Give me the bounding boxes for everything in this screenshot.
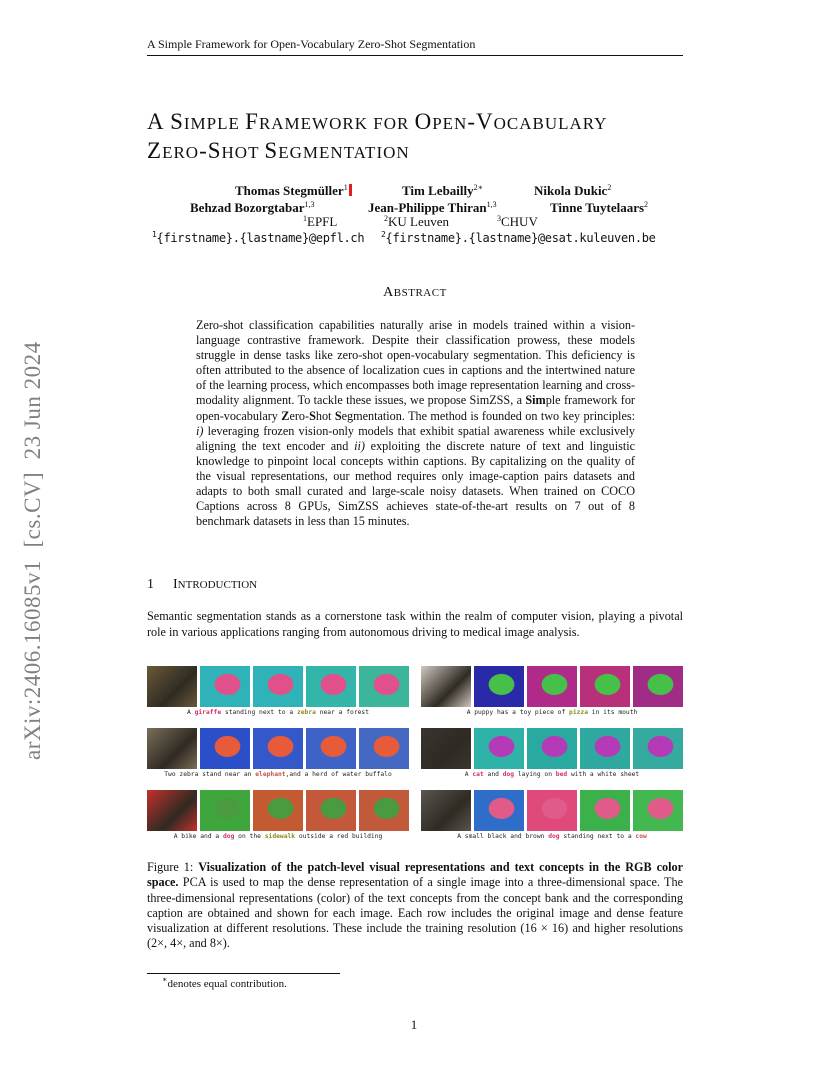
feature-map (253, 790, 303, 831)
cursor-mark-icon (349, 184, 352, 196)
feature-map (200, 728, 250, 769)
author: Behzad Bozorgtabar$^{1,3}$ (190, 200, 315, 215)
original-image (421, 790, 471, 831)
feature-map (580, 790, 630, 831)
footnote: ∗denotes equal contribution. (162, 975, 287, 990)
title-line-2: ZERO-SHOT SEGMENTATION (147, 138, 410, 163)
feature-map (474, 790, 524, 831)
author: Tim Lebailly$^{2∗}$ (402, 183, 484, 198)
paper-title (147, 108, 687, 166)
figure-panel (147, 728, 409, 782)
figure-panel (147, 666, 409, 720)
figure-panel (421, 666, 683, 720)
feature-map (580, 666, 630, 707)
author: Nikola Dukic$^2$ (534, 183, 612, 198)
original-image (147, 728, 197, 769)
email: $^2$ {firstname}.{lastname}@esat.kuleuven.be (381, 230, 656, 245)
author: Jean-Philippe Thiran$^{1,3}$ (368, 200, 497, 215)
figure-panel-caption: A small black and brown dog standing next to a cow (457, 833, 647, 840)
feature-map (306, 790, 356, 831)
original-image (147, 790, 197, 831)
affiliation: $^2$ KU Leuven (384, 214, 450, 229)
original-image (147, 666, 197, 707)
feature-map (253, 666, 303, 707)
figure-panel-caption: A bike and a dog on the sidewalk outside a red building (173, 833, 383, 840)
intro-paragraph: Semantic segmentation stands as a cornerstone task within the realm of computer vision, playing a pivotal role in various applications ranging from autonomous driving to medical image analysis. (147, 609, 683, 639)
header-rule (147, 55, 683, 56)
title-line-1: A SIMPLE FRAMEWORK FOR OPEN-VOCABULARY (147, 109, 608, 134)
email: $^1$ {firstname}.{lastname}@epfl.ch (152, 230, 365, 245)
figure-panel-caption: A puppy has a toy piece of pizza in its mouth (466, 709, 638, 716)
feature-map (359, 790, 409, 831)
figure-panel (421, 728, 683, 782)
figure-panel-caption: A giraffe standing next to a zebra near a forest (186, 709, 369, 716)
affiliations (147, 214, 683, 231)
figure-panel (147, 790, 409, 844)
figure-panel-caption: Two zebra stand near an elephant,and a herd of water buffalo (164, 771, 392, 778)
feature-map (527, 728, 577, 769)
feature-map (580, 728, 630, 769)
feature-map (306, 666, 356, 707)
feature-map (633, 790, 683, 831)
author-list (147, 182, 683, 216)
feature-map (633, 728, 683, 769)
affiliation: $^3$ CHUV (497, 214, 538, 229)
figure-1 (147, 666, 683, 852)
abstract-heading: ABSTRACT (383, 285, 447, 300)
affiliation: $^1$ EPFL (303, 214, 338, 229)
author: Tinne Tuytelaars$^2$ (550, 200, 649, 215)
section-heading: 1 INTRODUCTION (147, 577, 258, 592)
feature-map (527, 666, 577, 707)
original-image (421, 666, 471, 707)
footnote-rule (147, 973, 340, 974)
feature-map (474, 666, 524, 707)
feature-map (527, 790, 577, 831)
feature-map (200, 790, 250, 831)
figure-panel-caption: A cat and dog laying on bed with a white sheet (464, 771, 640, 778)
feature-map (200, 666, 250, 707)
feature-map (306, 728, 356, 769)
feature-map (633, 666, 683, 707)
feature-map (359, 666, 409, 707)
abstract-text: Zero-shot classification capabilities naturally arise in models trained within a vision-language contrastive framework. Despite their classification prowess, these models struggle in dense tasks like zero-shot open-vocabulary segmentation. This deficiency is often attributed to the absence of localization cues in captions and the intertwined nature of the learning process, which encompasses both image representation learning and cross-modality alignment. To tackle these issues, we propose SimZSS, a Simple framework for open-vocabulary Zero-Shot Segmentation. The method is founded on two key principles: i) leveraging frozen vision-only models that exhibit spatial awareness while exclusively aligning the text encoder and ii) exploiting the discrete nature of text and linguistic knowledge to pinpoint local concepts within captions. By capitalizing on the quality of the visual representations, our method requires only image-caption pairs datasets and adapts to both small curated and large-scale noisy datasets. When trained on COCO Captions across 8 GPUs, SimZSS achieves state-of-the-art results on 7 out of 8 benchmark datasets in less than 15 minutes. (196, 318, 636, 529)
figure-caption: Figure 1: Visualization of the patch-level visual representations and text concepts in the RGB color space. PCA is used to map the dense representation of a single image into a three-dimensional space. The three-dimensional representations (color) of the text concepts from the concept bank and the corresponding caption are obtained and shown for each image. Each row includes the original image and dense feature visualization at different resolutions. These include the training resolution (16 × 16) and higher resolutions (2×, 4×, and 8×). (147, 860, 683, 951)
figure-panel (421, 790, 683, 844)
arxiv-stamp: arXiv:2406.16085v1 [cs.CV] 23 Jun 2024 (20, 341, 45, 760)
author: Thomas Stegmüller$^1$ (235, 182, 352, 199)
running-header: A Simple Framework for Open-Vocabulary Zero-Shot Segmentation (147, 37, 476, 51)
original-image (421, 728, 471, 769)
feature-map (474, 728, 524, 769)
page-number: 1 (410, 1017, 418, 1032)
feature-map (253, 728, 303, 769)
feature-map (359, 728, 409, 769)
